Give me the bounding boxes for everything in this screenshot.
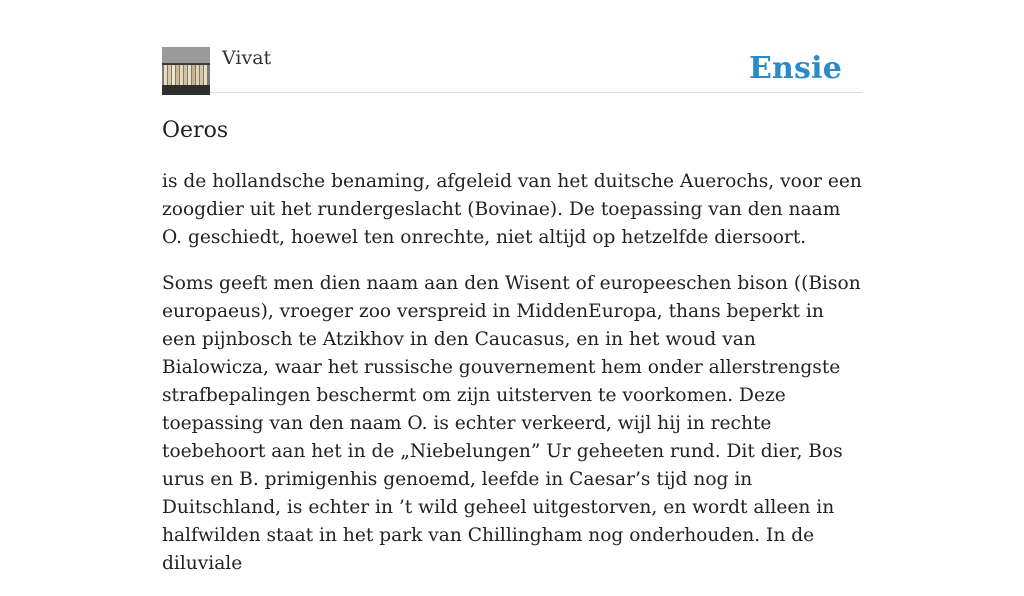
bookshelf-avatar-icon xyxy=(162,47,210,95)
author-name[interactable]: Vivat xyxy=(222,47,272,69)
article-page xyxy=(162,0,862,574)
brand-logo[interactable]: Ensie xyxy=(748,51,842,86)
header xyxy=(162,0,862,93)
page-title: Oeros xyxy=(162,118,229,143)
paragraph: Soms geeft men dien naam aan den Wisent of europeeschen bison ((Bison europaeus), vroeger zoo verspreid in MiddenEuropa, thans beperkt in een pijnbosch te Atzikhov in den Caucasus, en in het woud van Bialowicza, waar het russische gouvernement hem onder allerstrengste strafbepalingen beschermt om zijn uitsterven te voorkomen. Deze toepassing van den naam O. is echter verkeerd, wijl hij in rechte toebehoort aan het in de „Niebelungen” Ur geheeten rund. Dit dier, Bos urus en B. primigenhis genoemd, leefde in Caesar’s tijd nog in Duitschland, is echter in ’t wild geheel uitgestorven, en wordt alleen in halfwilden staat in het park van Chillingham nog onderhouden. In de diluviale xyxy=(162,273,861,574)
paragraph: is de hollandsche benaming, afgeleid van het duitsche Auerochs, voor een zoogdier uit het rundergeslacht (Bovinae). De toepassing van den naam O. geschiedt, hoewel ten onrechte, niet altijd op hetzelfde diersoort. xyxy=(162,171,862,248)
author-avatar[interactable] xyxy=(162,47,210,95)
article-body xyxy=(162,168,862,596)
